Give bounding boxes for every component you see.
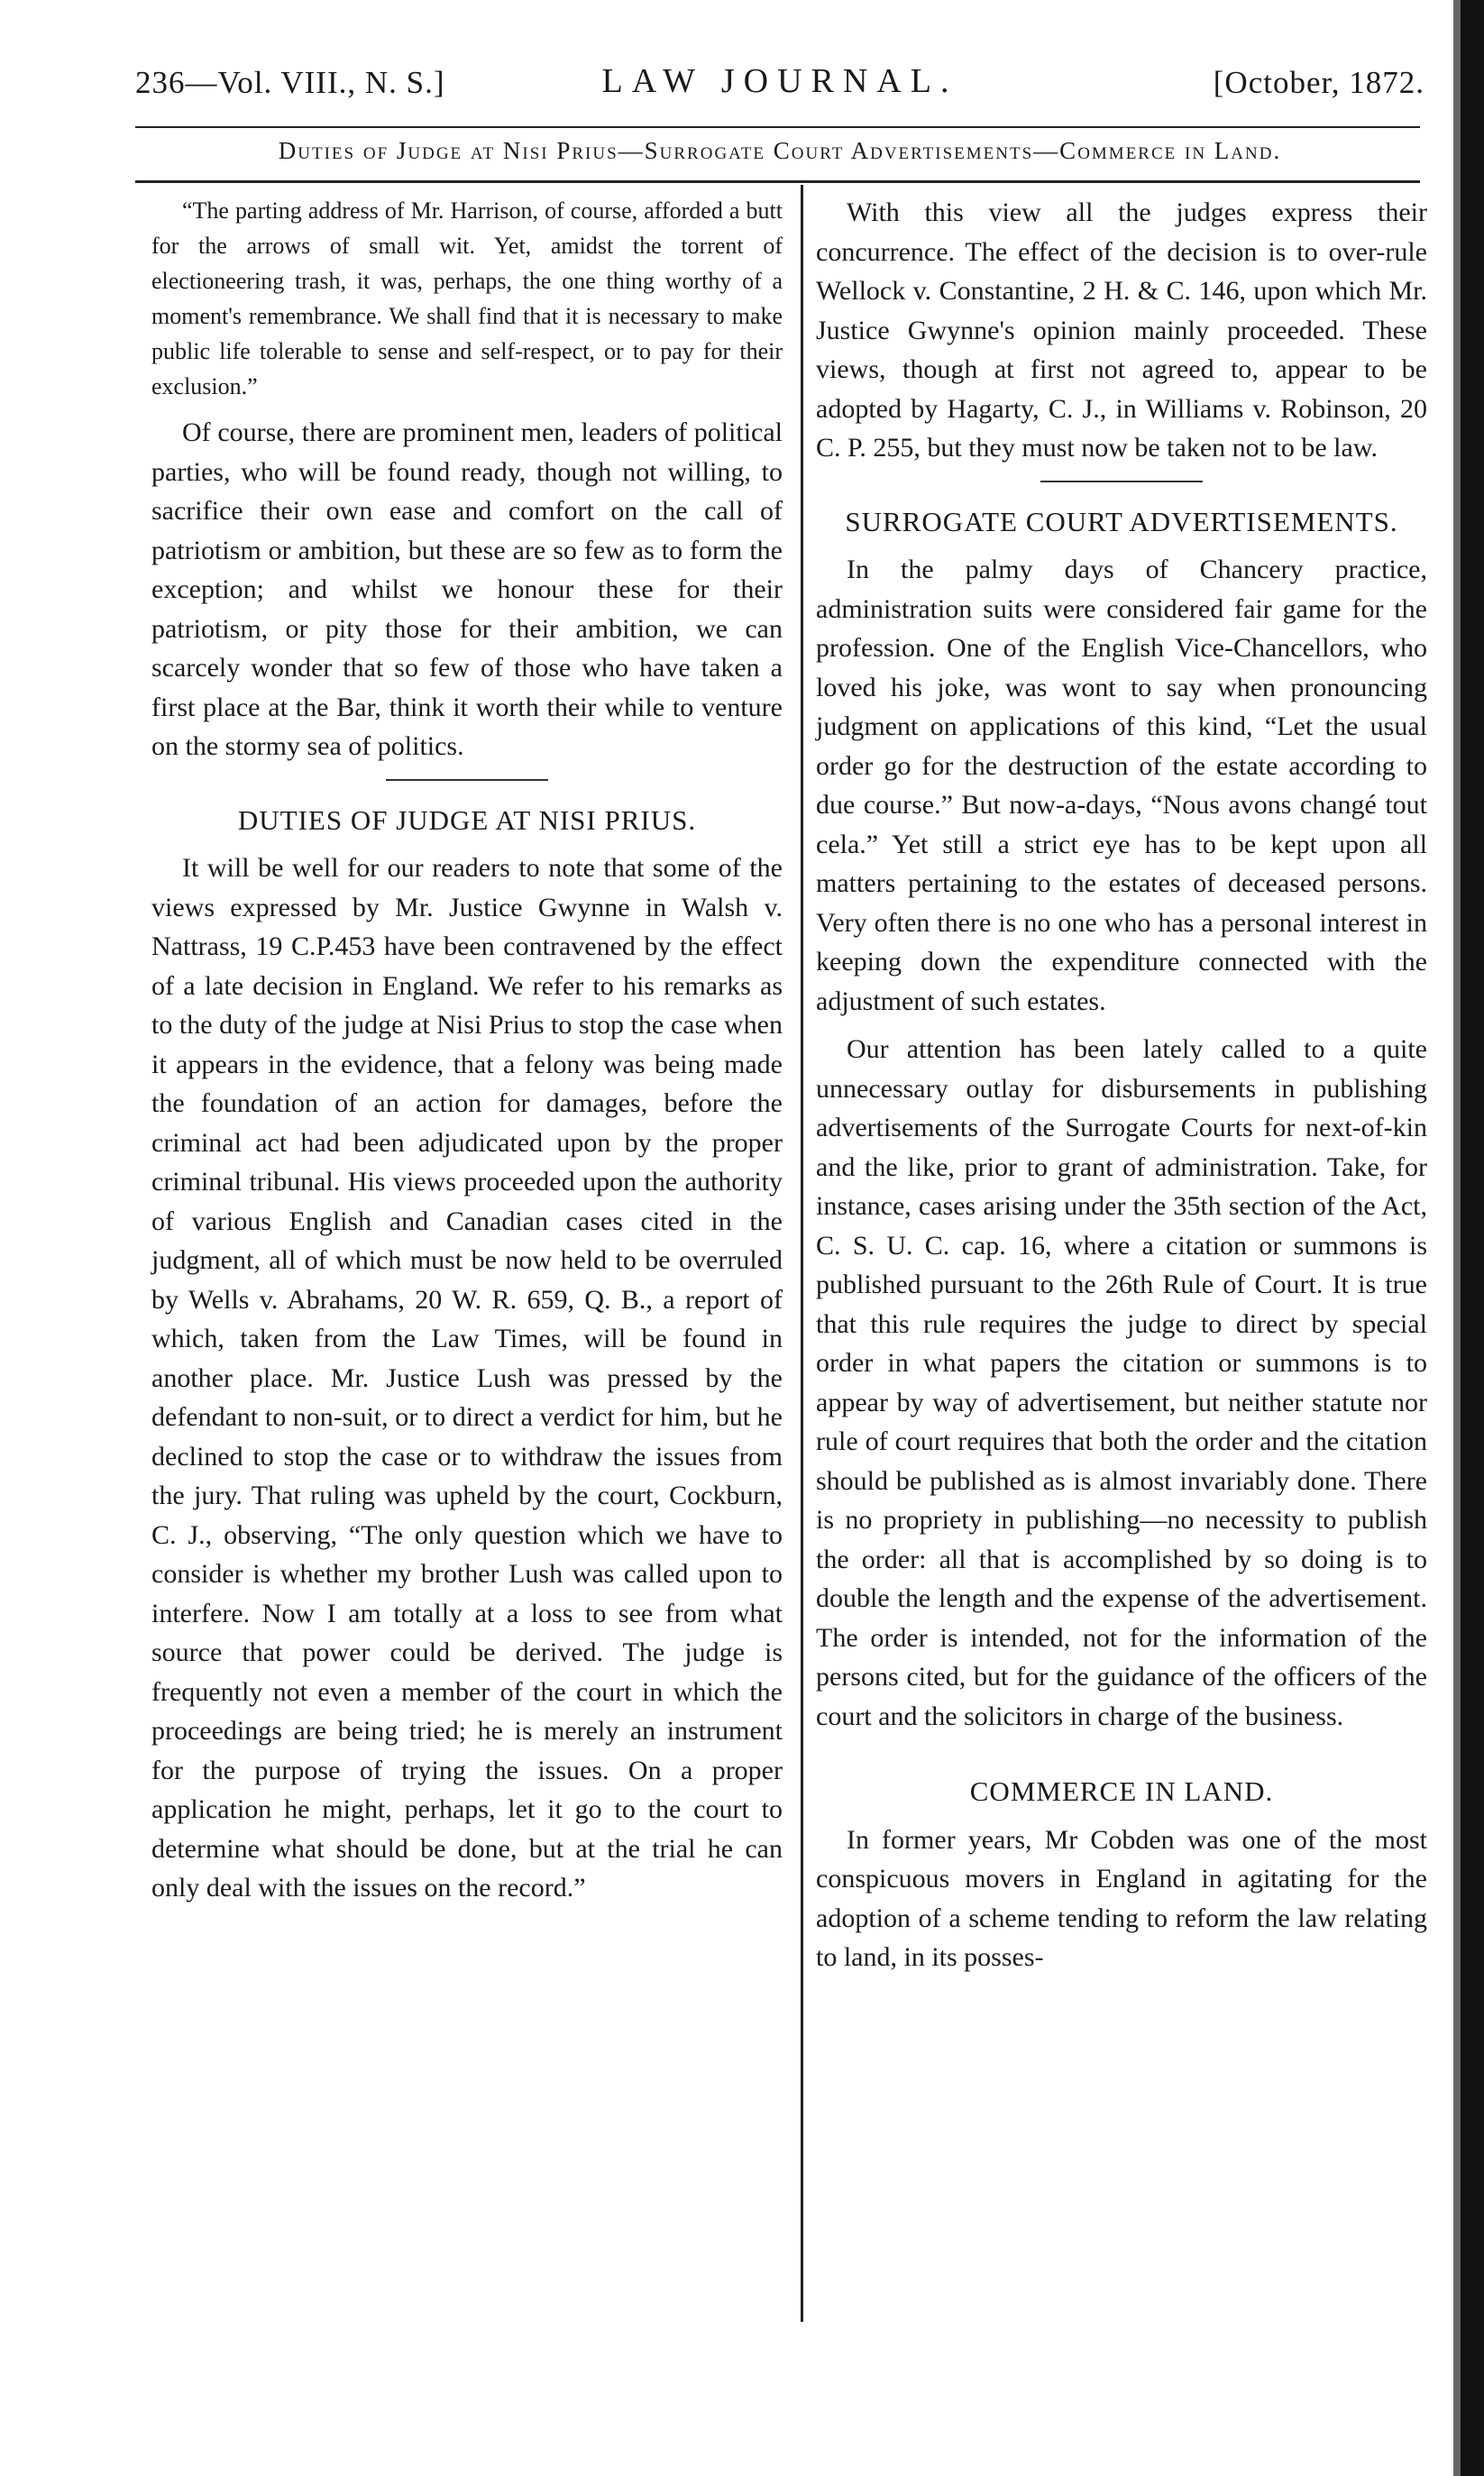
page-edge [1461,0,1484,2476]
running-header [135,61,1424,115]
right-column [816,193,1427,1977]
left-column [151,193,783,1908]
politics-paragraph: Of course, there are prominent men, leaders of political parties, who will be found ready, though not willing, to sacrifice their own ease and comfort on the call of patriotism or ambition, but these are so few as to form the exception; and whilst we honour these for their patriotism, or pity those for their ambition, we can scarcely wonder that so few of those who have taken a first place at the Bar, think it worth their while to venture on the stormy sea of politics. [151,417,783,761]
header-date: [October, 1872. [1213,65,1424,100]
section-separator [386,779,548,781]
header-volume: 236—Vol. VIII., N. S.] [135,65,445,100]
page-edge-shadow [1453,0,1461,2476]
quote-text: “The parting address of Mr. Harrison, of course, afforded a butt for the arrows of small wit. Yet, amidst the torrent of electioneering trash, it was, perhaps, the one thing worthy of a moment's remembrance. We shall find that it is necessary to make public life tolerable to sense and self-respect, or to pay for their exclusion.” [151,197,783,399]
duties-paragraph: It will be well for our readers to note that some of the views expressed by Mr. Justice Gwynne in Walsh v. Nattrass, 19 C.P.453 have been contravened by the effect of a late decision in England. We refer to his remarks as to the duty of the judge at Nisi Prius to stop the case when it appears in the evidence, that a felony was being made the foundation of an action for damages, before the criminal act had been adjudicated upon by the proper criminal tribunal. His views proceeded upon the authority of various English and Canadian cases cited in the judgment, all of which must be now held to be overruled by Wells v. Abrahams, 20 W. R. 659, Q. B., a report of which, taken from the Law Times, will be found in another place. Mr. Justice Lush was pressed by the defendant to non-suit, or to direct a verdict for him, but he declined to stop the case or to withdraw the issues from the jury. That ruling was upheld by the court, Cockburn, C. J., observing, “The only question which we have to consider is whether my brother Lush was called upon to interfere. Now I am totally at a loss to see from what source that power could be derived. The judge is frequently not even a member of the court in which the proceedings are being tried; he is merely an instrument for the purpose of trying the issues. On a proper application he might, perhaps, let it go to the court to determine what should be done, but at the trial he can only deal with the issues on the record.” [151,853,783,1903]
section-title-commerce: COMMERCE IN LAND. [969,1775,1274,1807]
cobden-paragraph: In former years, Mr Cobden was one of the most conspicuous movers in England in agitating for the adoption of a scheme tending to reform the law relating to land, in its posses- [816,1824,1427,1972]
section-separator [1040,481,1203,482]
header-rule [135,126,1420,128]
section-title-duties: DUTIES OF JUDGE AT NISI PRIUS. [237,803,697,836]
chancery-paragraph: In the palmy days of Chancery practice, administration suits were considered fair game for the profession. One of the English Vice-Chancellors, who loved his joke, was wont to say when pronouncing judgment on applications of this kind, “Let the usual order go for the destruction of the estate according to due course.” But now-a-days, “Nous avons changé tout cela.” Yet still a strict eye has to be kept upon all matters pertaining to the estates of deceased persons. Very often there is no one who has a personal interest in keeping down the expenditure connected with the adjustment of such estates. [816,555,1427,1016]
harrison-quote [151,193,783,404]
subhead-rule [135,180,1420,183]
outlay-paragraph: Our attention has been lately called to a quite unnecessary outlay for disbursements in publishing advertisements of the Surrogate Courts for next-of-kin and the like, prior to grant of administration. Take, for instance, cases arising under the 35th section of the Act, C. S. U. C. cap. 16, where a citation or summons is published pursuant to the 26th Rule of Court. It is true that this rule requires the judge to direct by special order in what papers the citation or summons is to appear by way of advertisement, but neither statute nor rule of court requires that both the order and the citation should be published as is almost invariably done. There is no propriety in publishing—no necessity to publish the order: all that is accomplished by so doing is to double the length and the expense of the advertisement. The order is intended, not for the information of the persons cited, but for the guidance of the officers of the court and the solicitors in charge of the business. [816,1034,1427,1731]
journal-title: LAW JOURNAL. [601,62,958,100]
section-title-surrogate: SURROGATE COURT ADVERTISEMENTS. [845,505,1398,537]
column-divider [801,185,803,2322]
judges-paragraph: With this view all the judges express their concurrence. The effect of the decision is to over-rule Wellock v. Constantine, 2 H. & C. 146, upon which Mr. Justice Gwynne's opinion mainly proceeded. These views, though at first not agreed to, appear to be adopted by Hagarty, C. J., in Williams v. Robinson, 20 C. P. 255, but they must now be taken not to be law. [816,197,1427,463]
page-contents-line: Duties of Judge at Nisi Prius—Surrogate Court Advertisements—Commerce in Land. [278,137,1282,164]
